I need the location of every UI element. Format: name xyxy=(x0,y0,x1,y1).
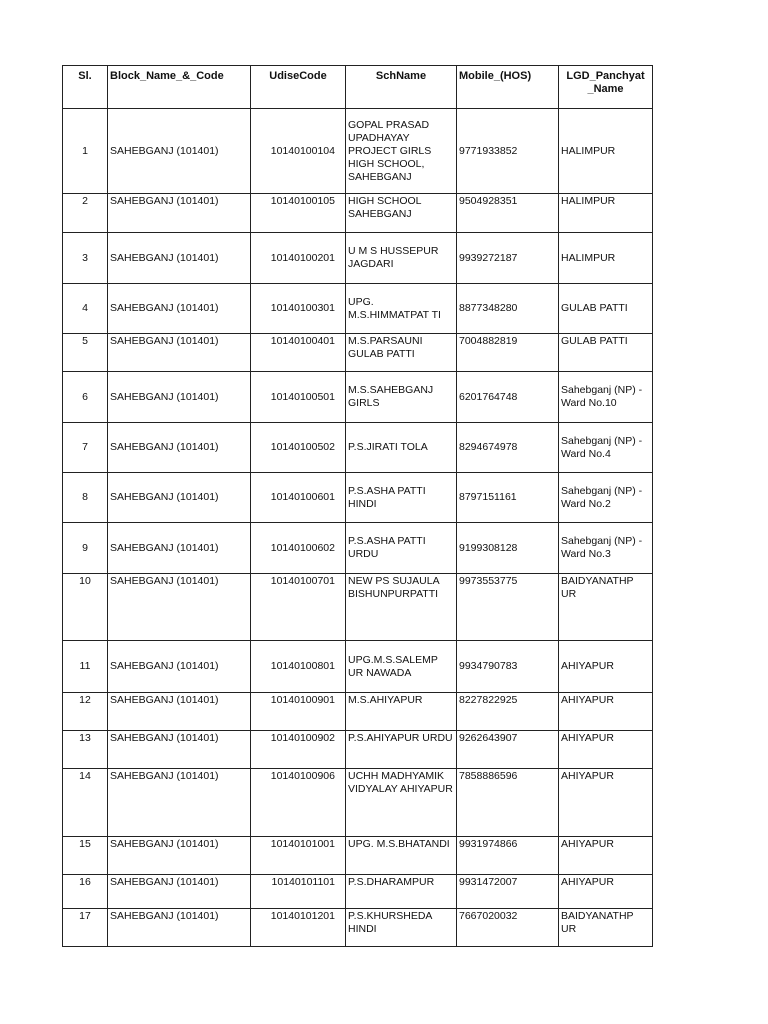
school-table xyxy=(62,65,653,947)
cell-mobile: 9973553775 xyxy=(457,574,559,641)
cell-udise: 10140100906 xyxy=(251,769,346,837)
cell-mobile: 9504928351 xyxy=(457,194,559,233)
cell-block: SAHEBGANJ (101401) xyxy=(108,233,251,284)
cell-sl: 1 xyxy=(63,109,108,194)
cell-school: P.S.ASHA PATTI URDU xyxy=(346,523,457,574)
cell-panchayat: AHIYAPUR xyxy=(559,875,653,909)
cell-panchayat: Sahebganj (NP) - Ward No.10 xyxy=(559,372,653,423)
cell-block: SAHEBGANJ (101401) xyxy=(108,574,251,641)
table-row xyxy=(63,875,653,909)
cell-block: SAHEBGANJ (101401) xyxy=(108,523,251,574)
table-row xyxy=(63,334,653,372)
cell-mobile: 9771933852 xyxy=(457,109,559,194)
cell-block: SAHEBGANJ (101401) xyxy=(108,731,251,769)
cell-panchayat: GULAB PATTI xyxy=(559,284,653,334)
table-row xyxy=(63,693,653,731)
cell-mobile: 7858886596 xyxy=(457,769,559,837)
cell-school: P.S.AHIYAPUR URDU xyxy=(346,731,457,769)
cell-panchayat: AHIYAPUR xyxy=(559,731,653,769)
cell-mobile: 9931974866 xyxy=(457,837,559,875)
cell-sl: 15 xyxy=(63,837,108,875)
header-udise: UdiseCode xyxy=(251,66,346,109)
cell-sl: 11 xyxy=(63,641,108,693)
cell-sl: 12 xyxy=(63,693,108,731)
cell-sl: 9 xyxy=(63,523,108,574)
table-row xyxy=(63,109,653,194)
cell-mobile: 7004882819 xyxy=(457,334,559,372)
table-row xyxy=(63,731,653,769)
cell-block: SAHEBGANJ (101401) xyxy=(108,423,251,473)
cell-udise: 10140100502 xyxy=(251,423,346,473)
cell-sl: 3 xyxy=(63,233,108,284)
cell-panchayat: BAIDYANATHP UR xyxy=(559,574,653,641)
cell-school: P.S.DHARAMPUR xyxy=(346,875,457,909)
header-school: SchName xyxy=(346,66,457,109)
cell-panchayat: Sahebganj (NP) - Ward No.4 xyxy=(559,423,653,473)
cell-sl: 13 xyxy=(63,731,108,769)
cell-school: UPG. M.S.BHATANDI xyxy=(346,837,457,875)
cell-sl: 16 xyxy=(63,875,108,909)
cell-sl: 2 xyxy=(63,194,108,233)
cell-udise: 10140100201 xyxy=(251,233,346,284)
cell-block: SAHEBGANJ (101401) xyxy=(108,693,251,731)
table-row xyxy=(63,194,653,233)
cell-mobile: 8797151161 xyxy=(457,473,559,523)
cell-mobile: 7667020032 xyxy=(457,909,559,947)
cell-udise: 10140100602 xyxy=(251,523,346,574)
table-row xyxy=(63,641,653,693)
table-row xyxy=(63,284,653,334)
header-panchayat: LGD_Panchyat _Name xyxy=(559,66,653,109)
cell-school: P.S.ASHA PATTI HINDI xyxy=(346,473,457,523)
cell-block: SAHEBGANJ (101401) xyxy=(108,473,251,523)
cell-school: U M S HUSSEPUR JAGDARI xyxy=(346,233,457,284)
cell-panchayat: AHIYAPUR xyxy=(559,693,653,731)
table-row xyxy=(63,769,653,837)
cell-block: SAHEBGANJ (101401) xyxy=(108,641,251,693)
table-row xyxy=(63,574,653,641)
cell-school: UCHH MADHYAMIK VIDYALAY AHIYAPUR xyxy=(346,769,457,837)
cell-udise: 10140100105 xyxy=(251,194,346,233)
cell-panchayat: Sahebganj (NP) - Ward No.3 xyxy=(559,523,653,574)
cell-sl: 14 xyxy=(63,769,108,837)
cell-udise: 10140100104 xyxy=(251,109,346,194)
header-mobile: Mobile_(HOS) xyxy=(457,66,559,109)
cell-udise: 10140100902 xyxy=(251,731,346,769)
cell-udise: 10140101001 xyxy=(251,837,346,875)
cell-school: P.S.KHURSHEDA HINDI xyxy=(346,909,457,947)
cell-sl: 4 xyxy=(63,284,108,334)
cell-block: SAHEBGANJ (101401) xyxy=(108,372,251,423)
cell-mobile: 6201764748 xyxy=(457,372,559,423)
cell-udise: 10140101201 xyxy=(251,909,346,947)
cell-panchayat: Sahebganj (NP) - Ward No.2 xyxy=(559,473,653,523)
cell-school: GOPAL PRASAD UPADHAYAY PROJECT GIRLS HIGH SCHOOL, SAHEBGANJ xyxy=(346,109,457,194)
cell-mobile: 9262643907 xyxy=(457,731,559,769)
cell-school: HIGH SCHOOL SAHEBGANJ xyxy=(346,194,457,233)
cell-block: SAHEBGANJ (101401) xyxy=(108,334,251,372)
cell-school: M.S.SAHEBGANJ GIRLS xyxy=(346,372,457,423)
cell-udise: 10140100401 xyxy=(251,334,346,372)
cell-block: SAHEBGANJ (101401) xyxy=(108,909,251,947)
cell-mobile: 9934790783 xyxy=(457,641,559,693)
cell-udise: 10140101101 xyxy=(251,875,346,909)
table-row xyxy=(63,473,653,523)
cell-sl: 5 xyxy=(63,334,108,372)
table-row xyxy=(63,909,653,947)
cell-panchayat: HALIMPUR xyxy=(559,109,653,194)
cell-school: UPG.M.S.SALEMP UR NAWADA xyxy=(346,641,457,693)
table-header-row xyxy=(63,66,653,109)
cell-udise: 10140100701 xyxy=(251,574,346,641)
cell-block: SAHEBGANJ (101401) xyxy=(108,837,251,875)
cell-block: SAHEBGANJ (101401) xyxy=(108,875,251,909)
cell-udise: 10140100901 xyxy=(251,693,346,731)
table-row xyxy=(63,837,653,875)
cell-block: SAHEBGANJ (101401) xyxy=(108,769,251,837)
cell-panchayat: AHIYAPUR xyxy=(559,641,653,693)
cell-panchayat: BAIDYANATHP UR xyxy=(559,909,653,947)
table-row xyxy=(63,233,653,284)
cell-panchayat: AHIYAPUR xyxy=(559,769,653,837)
cell-panchayat: HALIMPUR xyxy=(559,194,653,233)
cell-mobile: 9931472007 xyxy=(457,875,559,909)
cell-school: M.S.AHIYAPUR xyxy=(346,693,457,731)
cell-school: M.S.PARSAUNI GULAB PATTI xyxy=(346,334,457,372)
cell-panchayat: HALIMPUR xyxy=(559,233,653,284)
cell-panchayat: GULAB PATTI xyxy=(559,334,653,372)
cell-udise: 10140100801 xyxy=(251,641,346,693)
cell-udise: 10140100301 xyxy=(251,284,346,334)
header-block: Block_Name_&_Code xyxy=(108,66,251,109)
cell-sl: 10 xyxy=(63,574,108,641)
cell-sl: 6 xyxy=(63,372,108,423)
cell-mobile: 8294674978 xyxy=(457,423,559,473)
cell-block: SAHEBGANJ (101401) xyxy=(108,194,251,233)
cell-school: UPG. M.S.HIMMATPAT TI xyxy=(346,284,457,334)
header-sl: Sl. xyxy=(63,66,108,109)
cell-sl: 17 xyxy=(63,909,108,947)
cell-sl: 8 xyxy=(63,473,108,523)
cell-sl: 7 xyxy=(63,423,108,473)
cell-panchayat: AHIYAPUR xyxy=(559,837,653,875)
cell-block: SAHEBGANJ (101401) xyxy=(108,109,251,194)
cell-udise: 10140100501 xyxy=(251,372,346,423)
table-row xyxy=(63,523,653,574)
cell-mobile: 9199308128 xyxy=(457,523,559,574)
cell-school: NEW PS SUJAULA BISHUNPURPATTI xyxy=(346,574,457,641)
table-row xyxy=(63,372,653,423)
table-row xyxy=(63,423,653,473)
cell-mobile: 8877348280 xyxy=(457,284,559,334)
cell-school: P.S.JIRATI TOLA xyxy=(346,423,457,473)
cell-mobile: 9939272187 xyxy=(457,233,559,284)
cell-udise: 10140100601 xyxy=(251,473,346,523)
cell-mobile: 8227822925 xyxy=(457,693,559,731)
cell-block: SAHEBGANJ (101401) xyxy=(108,284,251,334)
